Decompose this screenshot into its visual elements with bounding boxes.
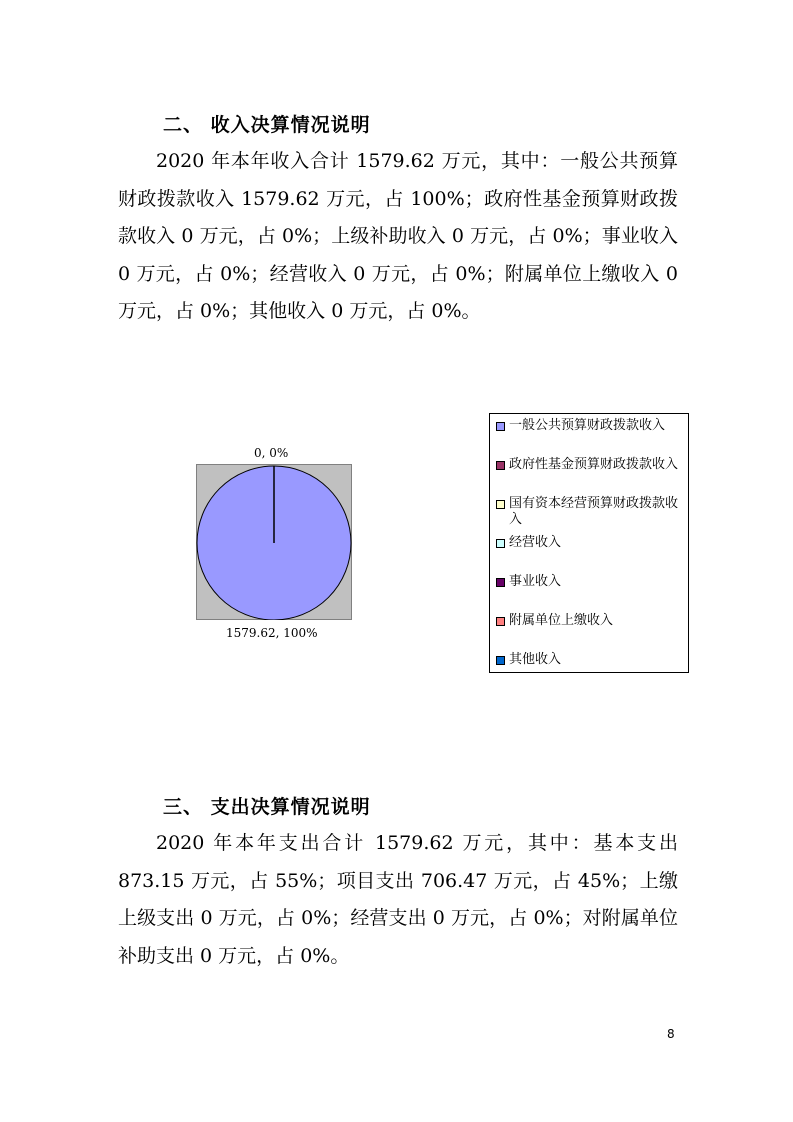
legend-item [496,418,686,434]
legend-item [496,574,686,590]
legend-item [496,652,686,668]
data-label-main: 1579.62, 100% [226,626,318,640]
legend-item [496,496,686,528]
legend-label: 事业收入 [509,574,562,589]
legend-label: 其他收入 [509,652,562,667]
legend-item [496,457,686,473]
legend-label: 经营收入 [509,535,562,550]
legend-swatch [496,578,505,587]
section-heading-expense: 三、 支出决算情况说明 [163,796,371,818]
expense-paragraph: 2020 年本年支出合计 1579.62 万元，其中：基本支出 873.15 万元，占 55%；项目支出 706.47 万元，占 45%；上缴上级支出 0 万元，占 0%；经营支出 0 万元，占 0%；对附属单位补助支出 0 万元，占 0%。 [118,832,678,967]
data-label-small: 0, 0% [254,446,289,460]
legend-swatch [496,461,505,470]
legend-label: 一般公共预算财政拨款收入 [509,418,666,433]
page-number: 8 [667,1027,675,1041]
legend-label: 国有资本经营预算财政拨款收入 [509,496,679,527]
legend-item [496,535,686,551]
legend-swatch [496,656,505,665]
legend-item [496,613,686,629]
legend-swatch [496,539,505,548]
chart-legend [489,413,689,673]
legend-label: 政府性基金预算财政拨款收入 [509,457,679,472]
legend-swatch [496,422,505,431]
income-paragraph: 2020 年本年收入合计 1579.62 万元，其中：一般公共预算财政拨款收入 1579.62 万元，占 100%；政府性基金预算财政拨款收入 0 万元，占 0%；上级补助收入 0 万元，占 0%；事业收入 0 万元，占 0%；经营收入 0 万元，占 0%；附属单位上缴收入 0 万元，占 0%；其他收入 0 万元，占 0%。 [118,150,678,322]
legend-label: 附属单位上缴收入 [509,613,614,628]
legend-swatch [496,500,505,509]
pie-chart [196,464,352,620]
section-heading-income: 二、 收入决算情况说明 [163,114,371,136]
legend-swatch [496,617,505,626]
